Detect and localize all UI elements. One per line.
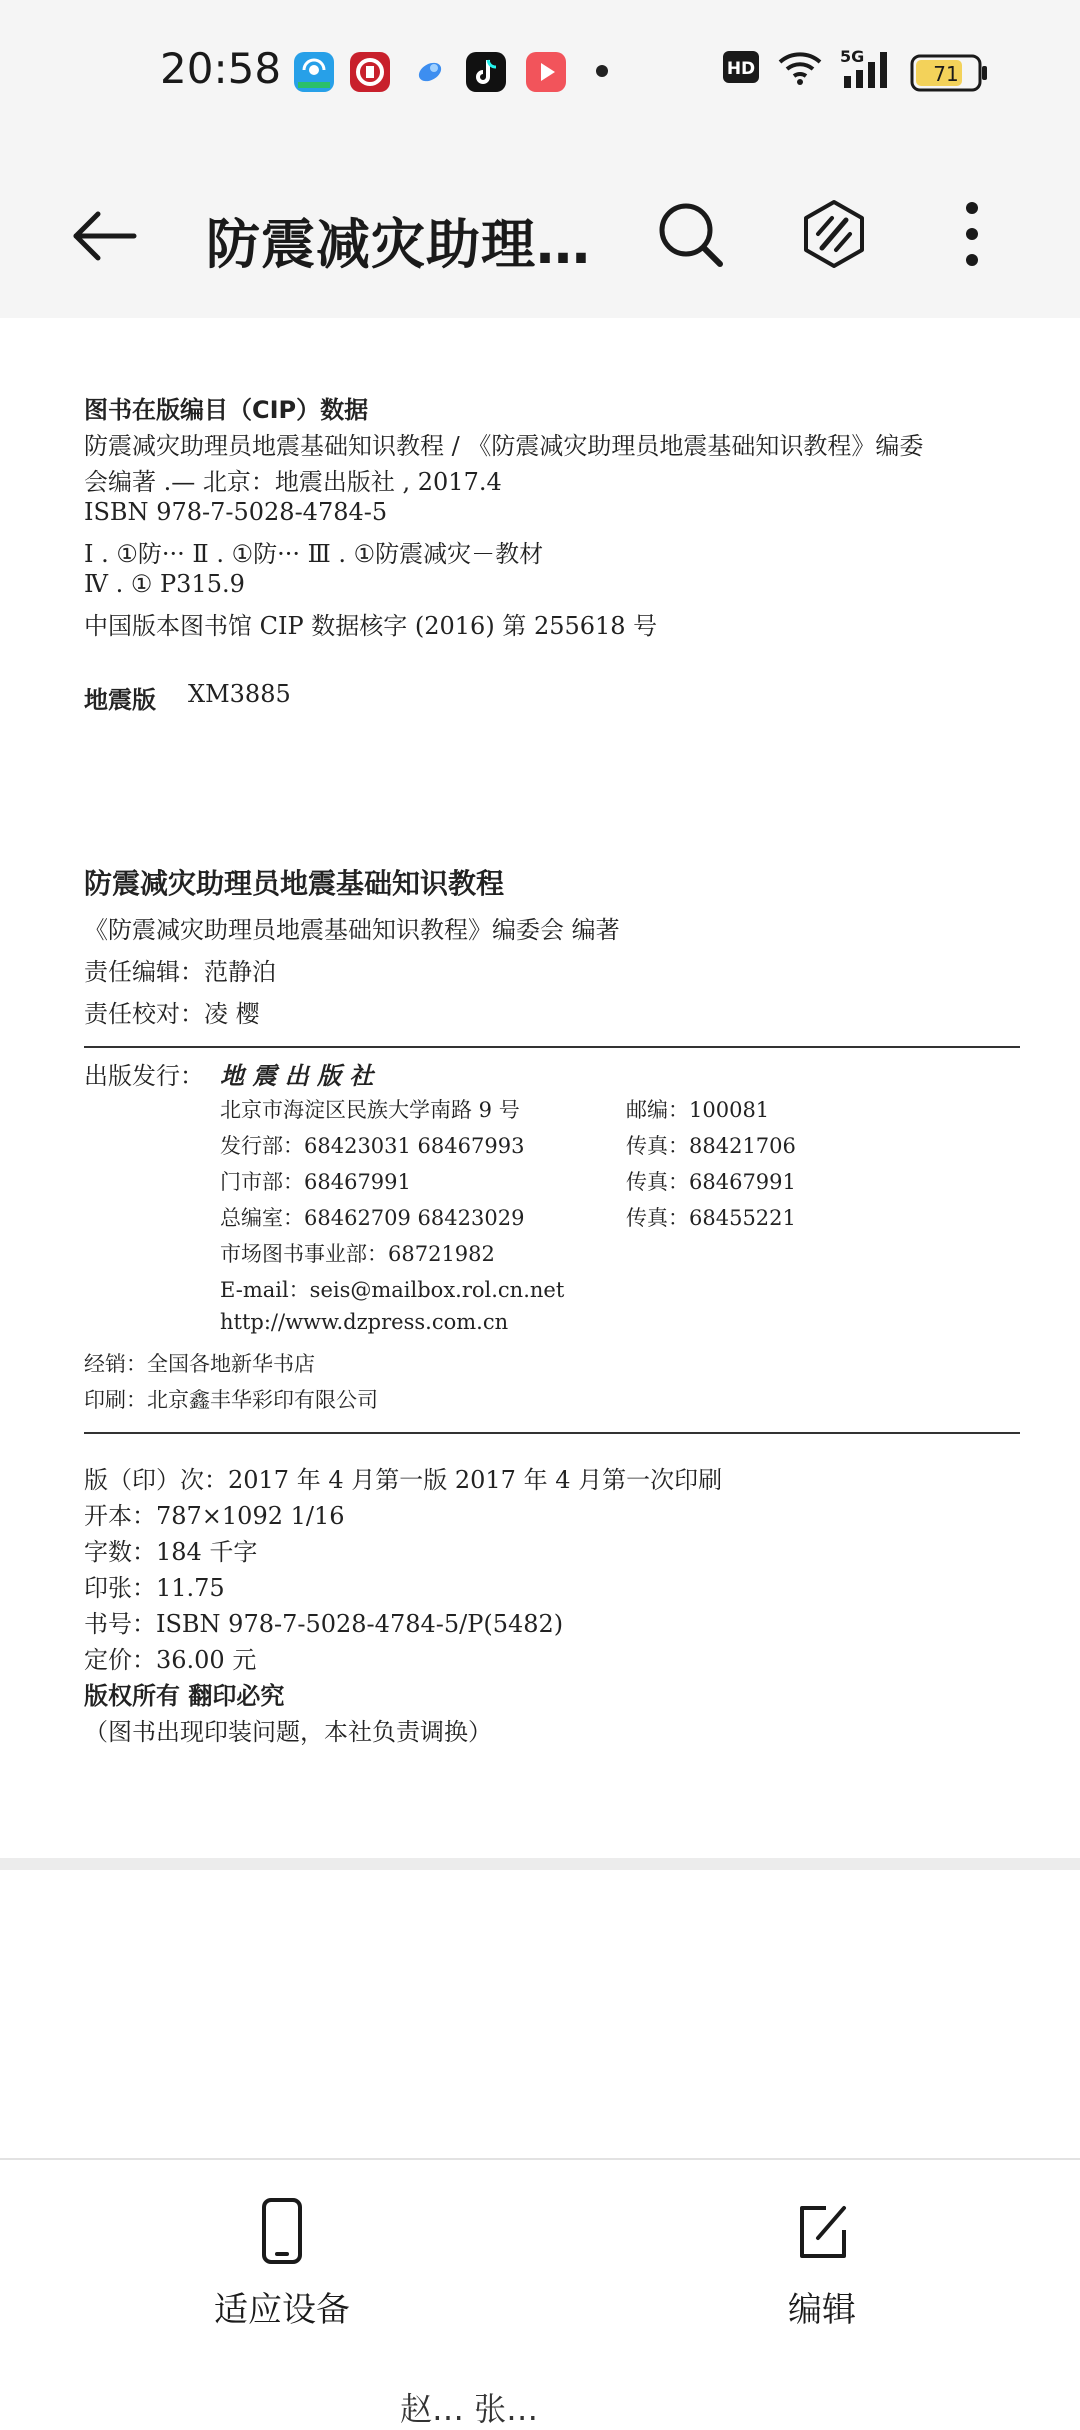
- document-page[interactable]: [0, 318, 1080, 1858]
- book-number: 书号：ISBN 978-7-5028-4784-5/P(5482): [84, 1610, 564, 1638]
- dept-distribution: 发行部：68423031 68467993: [220, 1134, 525, 1158]
- divider-2: [84, 1432, 1020, 1434]
- editor: 责任编辑：范静泊: [84, 958, 276, 986]
- divider-1: [84, 1046, 1020, 1048]
- cip-line-1: 防震减灾助理员地震基础知识教程 / 《防震减灾助理员地震基础知识教程》编委: [84, 432, 924, 460]
- isbn: ISBN 978-7-5028-4784-5: [84, 498, 388, 526]
- book-format: 开本：787×1092 1/16: [84, 1502, 345, 1530]
- phone-icon: [252, 2198, 312, 2264]
- edit-button[interactable]: [702, 2198, 942, 2338]
- word-count: 字数：184 千字: [84, 1538, 258, 1566]
- video-app-icon: [526, 52, 566, 92]
- edition-print: 版（印）次：2017 年 4 月第一版 2017 年 4 月第一次印刷: [84, 1466, 723, 1494]
- wifi-icon: [776, 50, 824, 90]
- app-header: [0, 140, 1080, 318]
- clock: 20:58: [160, 44, 282, 93]
- svg-text:71: 71: [933, 62, 959, 86]
- svg-text:HD: HD: [726, 59, 756, 79]
- fax-2: 传真：68467991: [626, 1170, 796, 1194]
- fit-device-label: 适应设备: [214, 2290, 350, 2330]
- cip-verify: 中国版本图书馆 CIP 数据核字 (2016) 第 255618 号: [84, 612, 658, 640]
- svg-text:5G: 5G: [840, 47, 865, 66]
- publisher-name: 地 震 出 版 社: [220, 1061, 374, 1090]
- cutoff-text: 赵… 张…: [400, 2390, 539, 2428]
- printed-sheets: 印张：11.75: [84, 1574, 225, 1602]
- dept-market: 市场图书事业部：68721982: [220, 1242, 495, 1266]
- notification-dot: [596, 65, 608, 77]
- publisher-email: E-mail：seis@mailbox.rol.cn.net: [220, 1278, 565, 1302]
- fax-1: 传真：88421706: [626, 1134, 796, 1158]
- tiktok-icon: [466, 52, 506, 92]
- cip-line-2: 会编著 .— 北京：地震出版社 , 2017.4: [84, 468, 502, 496]
- edition-code: XM3885: [188, 680, 291, 708]
- document-title: 防震减灾助理…: [206, 213, 591, 276]
- quality-note: （图书出现印装问题，本社负责调换）: [84, 1718, 492, 1746]
- hd-indicator: [722, 50, 760, 88]
- page-separator: [0, 1858, 1080, 1870]
- dept-editorial: 总编室：68462709 68423029: [220, 1206, 525, 1230]
- more-vertical-icon[interactable]: [934, 196, 1010, 272]
- battery-icon: [910, 54, 990, 96]
- signal-5g-icon: [838, 46, 894, 94]
- ai-assistant-icon[interactable]: [796, 196, 872, 272]
- classification-2: Ⅳ . ① P315.9: [84, 570, 245, 598]
- postcode: 邮编：100081: [626, 1098, 770, 1122]
- publisher-label: 出版发行：: [84, 1062, 204, 1090]
- edit-label: 编辑: [788, 2290, 856, 2330]
- dept-retail: 门市部：68467991: [220, 1170, 411, 1194]
- price: 定价：36.00 元: [84, 1646, 257, 1674]
- author: 《防震减灾助理员地震基础知识教程》编委会 编著: [84, 916, 620, 944]
- network-app-icon: [294, 52, 334, 92]
- rights-notice: 版权所有 翻印必究: [84, 1682, 285, 1710]
- proofreader: 责任校对：凌 樱: [84, 1000, 260, 1028]
- publisher-address: 北京市海淀区民族大学南路 9 号: [220, 1098, 520, 1122]
- classification-1: Ⅰ . ①防··· Ⅱ . ①防··· Ⅲ . ①防震减灾－教材: [84, 540, 544, 568]
- document-page-2[interactable]: [0, 1870, 1080, 2160]
- bottom-toolbar: [0, 2158, 1080, 2428]
- distributor: 经销：全国各地新华书店: [84, 1352, 315, 1376]
- bank-app-icon: [350, 52, 390, 92]
- fit-device-button[interactable]: [162, 2198, 402, 2338]
- edit-icon: [792, 2198, 852, 2264]
- status-bar: [0, 0, 1080, 140]
- back-arrow-icon[interactable]: [68, 200, 140, 272]
- edition-label: 地震版: [84, 686, 156, 714]
- publisher-website: http://www.dzpress.com.cn: [220, 1310, 509, 1334]
- cip-heading: 图书在版编目（CIP）数据: [84, 396, 369, 424]
- printer: 印刷：北京鑫丰华彩印有限公司: [84, 1388, 378, 1412]
- browser-app-icon: [410, 52, 450, 92]
- fax-3: 传真：68455221: [626, 1206, 796, 1230]
- book-title: 防震减灾助理员地震基础知识教程: [84, 867, 505, 900]
- search-icon[interactable]: [652, 196, 728, 272]
